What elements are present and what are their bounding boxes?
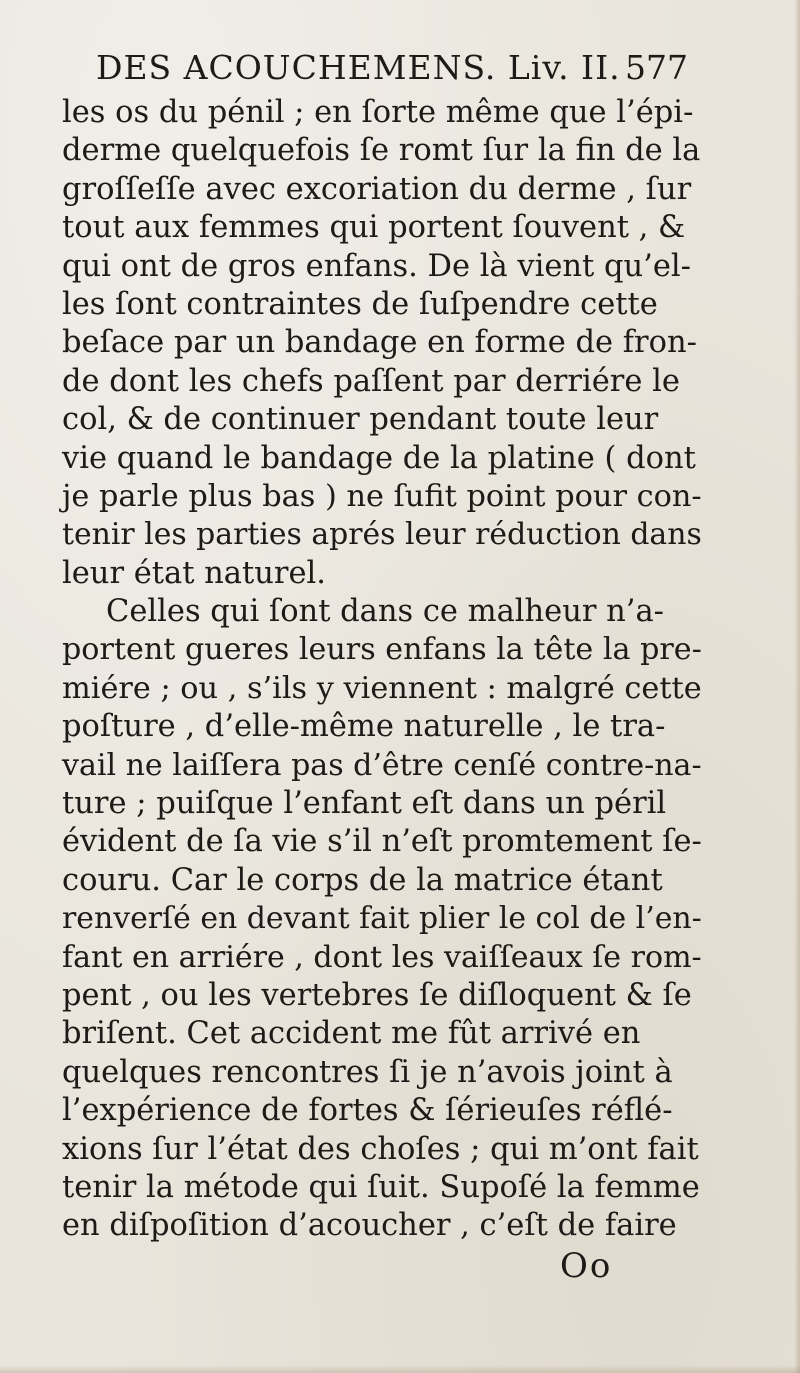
text-line: leur état naturel. (62, 555, 326, 591)
page-bottom-shadow (0, 1365, 800, 1373)
text-line: tenir la métode qui ſuit. Supoſé la femme (62, 1169, 700, 1205)
text-line: portent gueres leurs enfans la tête la pre- (62, 632, 702, 668)
text-line: fant en arriére , dont les vaiſſeaux ſe rom- (62, 939, 702, 975)
body-text (62, 94, 702, 1246)
text-line: pent , ou les vertebres ſe diſloquent & ſe (62, 977, 692, 1013)
text-line: tenir les parties aprés leur réduction dans (62, 517, 702, 553)
text-line: couru. Car le corps de la matrice étant (62, 862, 663, 898)
text-line: derme quelquefois ſe romt ſur la fin de la (62, 133, 701, 169)
text-line: groſſeſſe avec excoriation du derme , ſur (62, 171, 692, 207)
text-line: tout aux femmes qui portent ſouvent , & (62, 210, 686, 246)
text-line: de dont les chefs paſſent par derriére le (62, 363, 680, 399)
text-line: briſent. Cet accident me fût arrivé en (62, 1016, 641, 1052)
running-title: DES ACOUCHEMENS. Liv. II. (96, 48, 621, 87)
text-line: qui ont de gros enfans. De là vient qu’el- (62, 248, 691, 284)
text-line: miére ; ou , s’ils y viennent : malgré cette (62, 670, 702, 706)
text-line: poſture , d’elle-même naturelle , le tra- (62, 709, 666, 745)
text-line: les ſont contraintes de ſuſpendre cette (62, 286, 658, 322)
page-header (96, 44, 736, 94)
text-line: l’expérience de fortes & ſérieuſes réflé- (62, 1093, 673, 1129)
paragraph-start-line: Celles qui ſont dans ce malheur n’a- (106, 594, 664, 630)
page-edge-shadow (794, 0, 800, 1373)
text-line: ture ; puiſque l’enfant eſt dans un péril (62, 786, 667, 822)
text-line: en diſpoſition d’acoucher , c’eſt de faire (62, 1208, 677, 1244)
text-line: je parle plus bas ) ne ſufit point pour con- (62, 478, 702, 514)
text-line: quelques rencontres ſi je n’avois joint à (62, 1054, 673, 1090)
text-line: les os du pénil ; en ſorte même que l’épi- (62, 95, 694, 130)
signature-mark: Oo (560, 1246, 613, 1286)
text-line: xions ſur l’état des choſes ; qui m’ont fait (62, 1131, 699, 1167)
text-line: vie quand le bandage de la platine ( dont (62, 440, 696, 476)
text-line: vail ne laiſſera pas d’être cenſé contre-na- (62, 747, 702, 783)
page-number: 577 (625, 48, 688, 87)
text-line: col, & de continuer pendant toute leur (62, 402, 659, 438)
text-line: renverſé en devant fait plier le col de l’en- (62, 901, 702, 937)
text-line: beſace par un bandage en forme de fron- (62, 325, 697, 361)
text-line: évident de ſa vie s’il n’eſt promtement ſe- (62, 824, 702, 860)
